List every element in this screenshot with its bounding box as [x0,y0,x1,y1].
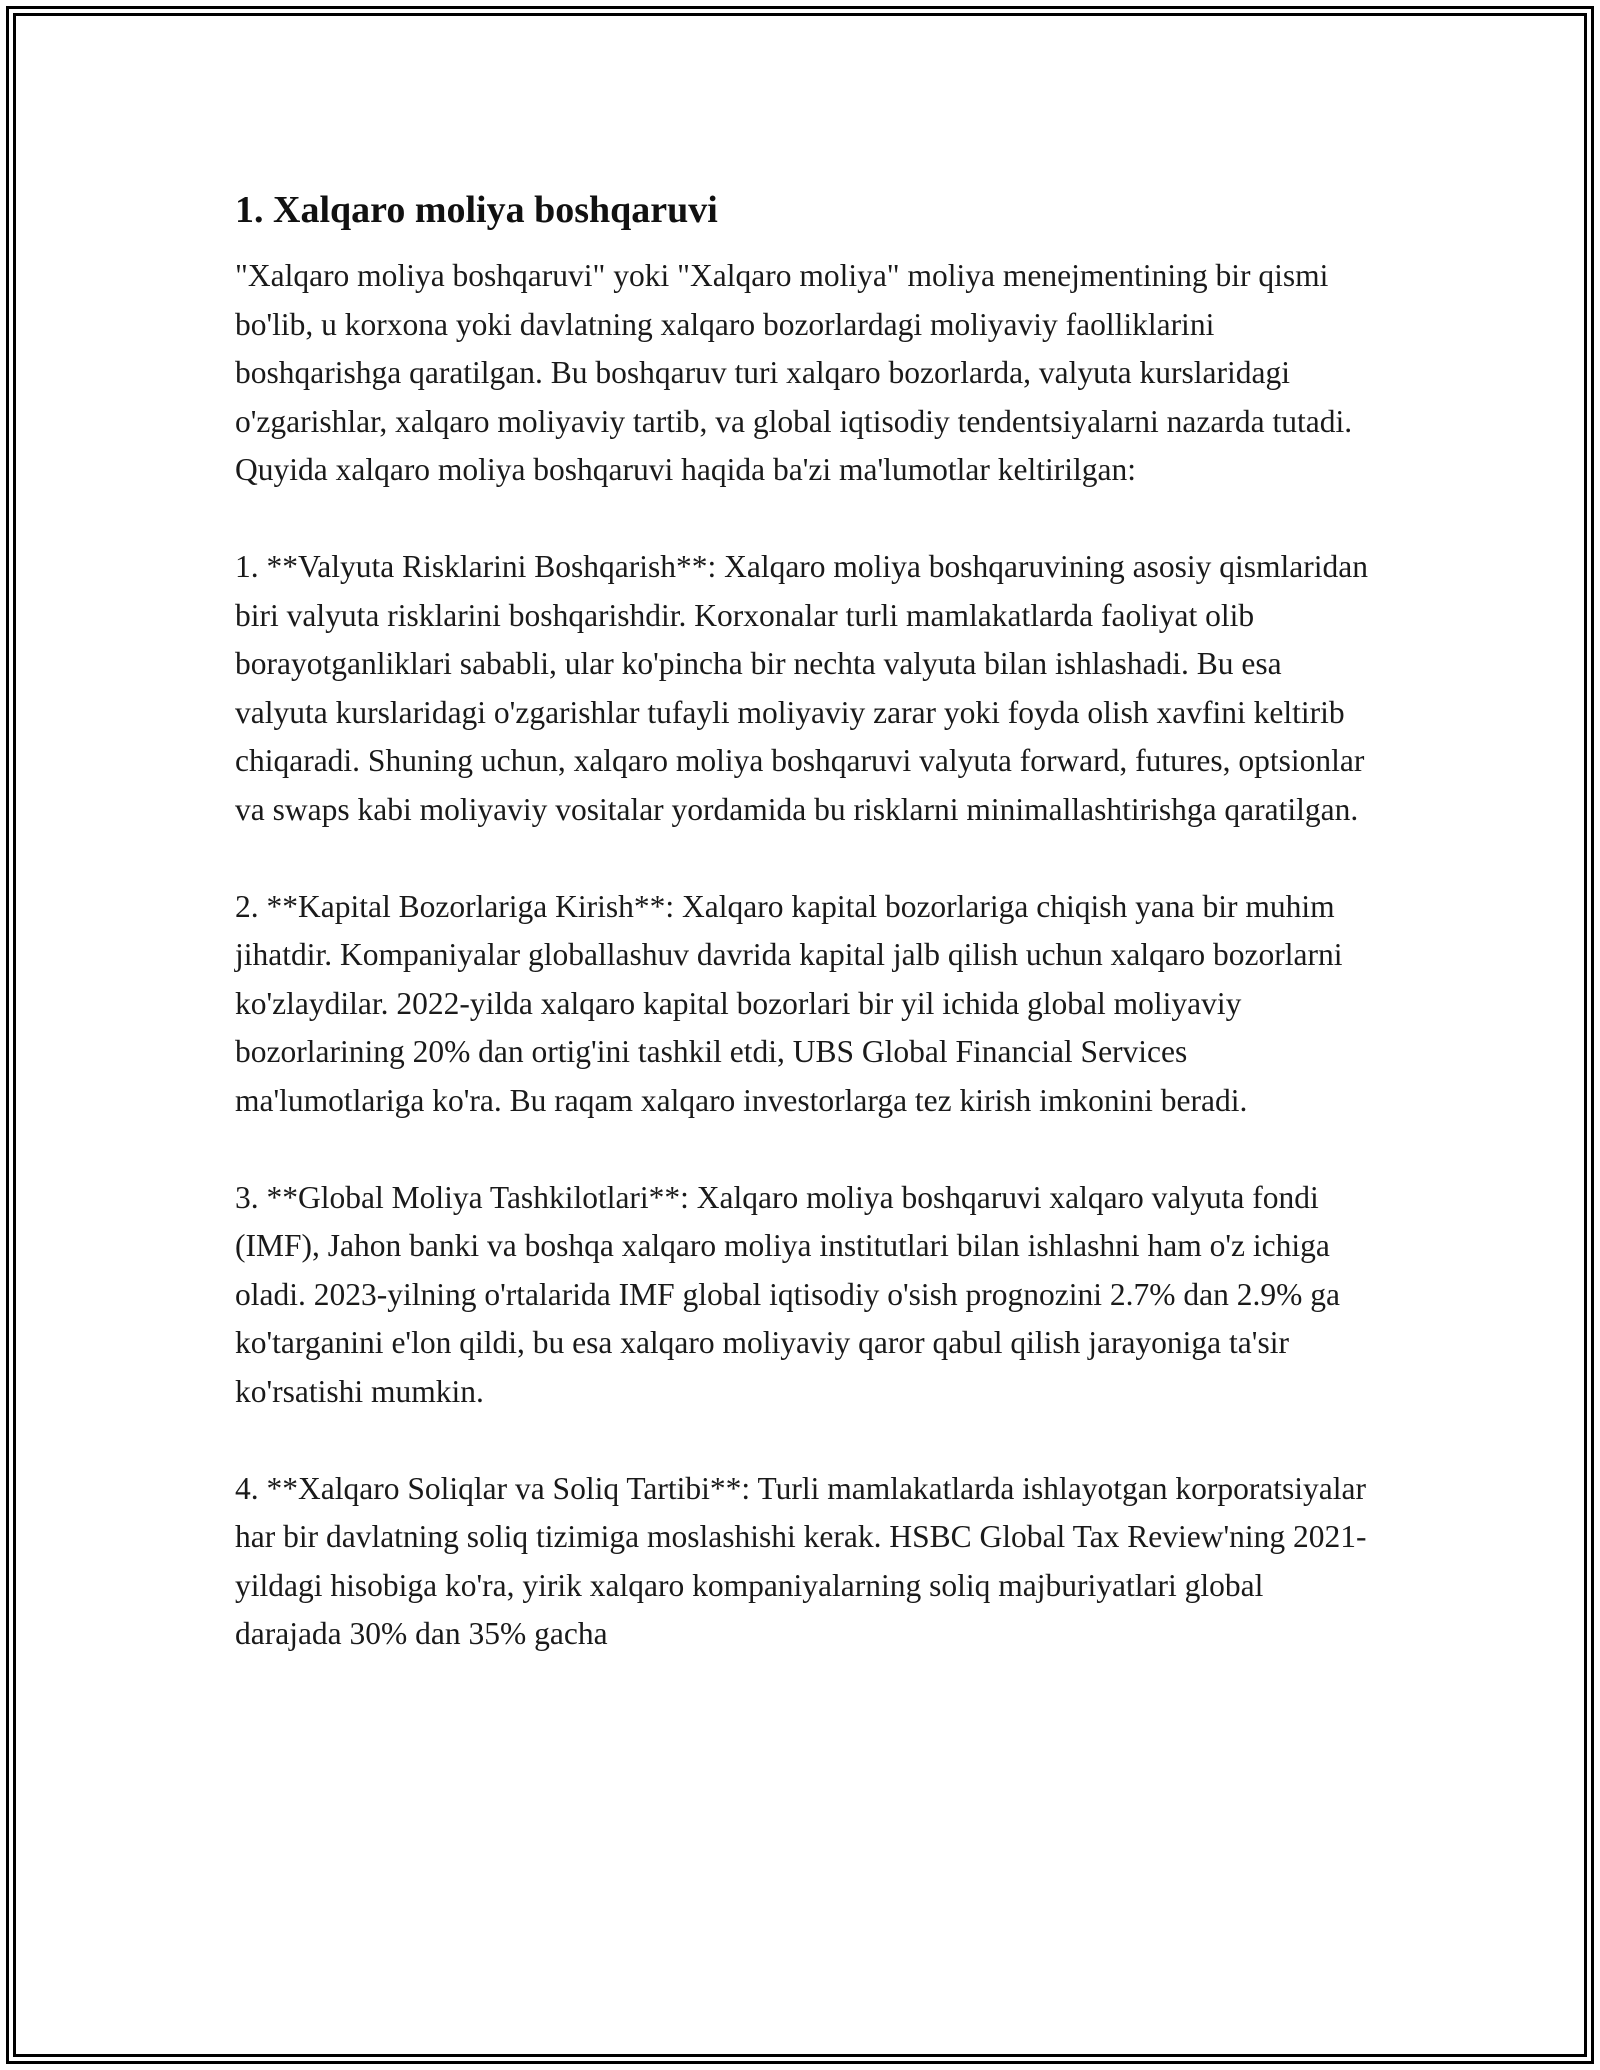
paragraph-capital-markets: 2. **Kapital Bozorlariga Kirish**: Xalqaro kapital bozorlariga chiqish yana bir muhim jihatdir. Kompaniyalar globallashuv davrida kapital jalb qilish uchun xalqaro bozorlarni ko'zlaydilar. 2022-yilda xalqaro kapital bozorlari bir yil ichida global moliyaviy bozorlarining 20% dan ortig'ini tashkil etdi, UBS Global Financial Services ma'lumotlariga ko'ra. Bu raqam xalqaro investorlarga tez kirish imkonini beradi. [235,888,1343,1118]
paragraph-international-taxes: 4. **Xalqaro Soliqlar va Soliq Tartibi**: Turli mamlakatlarda ishlayotgan korporatsiyalar har bir davlatning soliq tizimiga moslashishi kerak. HSBC Global Tax Review'ning 2021-yildagi hisobiga ko'ra, yirik xalqaro kompaniyalarning soliq majburiyatlari global darajada 30% dan 35% gacha [235,1470,1367,1651]
paragraph-currency-risk: 1. **Valyuta Risklarini Boshqarish**: Xalqaro moliya boshqaruvining asosiy qismlaridan biri valyuta risklarini boshqarishdir. Korxonalar turli mamlakatlarda faoliyat olib borayotganliklari sababli, ular ko'pincha bir nechta valyuta bilan ishlashadi. Bu esa valyuta kurslaridagi o'zgarishlar tufayli moliyaviy zarar yoki foyda olish xavfini keltirib chiqaradi. Shuning uchun, xalqaro moliya boshqaruvi valyuta forward, futures, optsionlar va swaps kabi moliyaviy vositalar yordamida bu risklarni minimallashtirishga qaratilgan. [235,549,1368,827]
document-body [235,184,1375,1707]
paragraph-global-institutions: 3. **Global Moliya Tashkilotlari**: Xalqaro moliya boshqaruvi xalqaro valyuta fondi (IMF), Jahon banki va boshqa xalqaro moliya institutlari bilan ishlashni ham o'z ichiga oladi. 2023-yilning o'rtalarida IMF global iqtisodiy o'sish prognozini 2.7% dan 2.9% ga ko'targanini e'lon qildi, bu esa xalqaro moliyaviy qaror qabul qilish jarayoniga ta'sir ko'rsatishi mumkin. [235,1179,1340,1409]
page-title: 1. Xalqaro moliya boshqaruvi [235,189,718,231]
intro-paragraph: "Xalqaro moliya boshqaruvi" yoki "Xalqaro moliya" moliya menejmentining bir qismi bo'lib, u korxona yoki davlatning xalqaro bozorlardagi moliyaviy faolliklarini boshqarishga qaratilgan. Bu boshqaruv turi xalqaro bozorlarda, valyuta kurslaridagi o'zgarishlar, xalqaro moliyaviy tartib, va global iqtisodiy tendentsiyalarni nazarda tutadi. Quyida xalqaro moliya boshqaruvi haqida ba'zi ma'lumotlar keltirilgan: [235,258,1353,487]
